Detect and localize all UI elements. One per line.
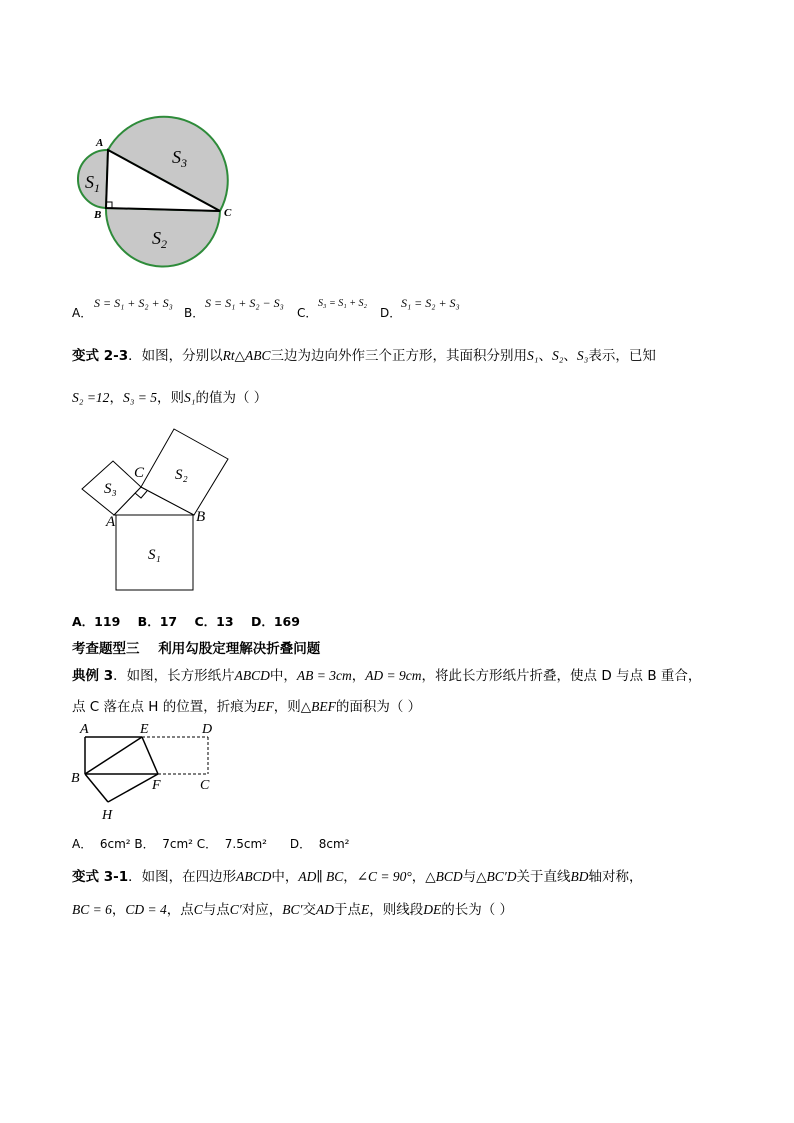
q2-comma: ， bbox=[109, 390, 123, 406]
q3-line2 bbox=[72, 695, 421, 715]
edge-ef bbox=[142, 737, 158, 774]
q4-text-f: ，点 bbox=[166, 902, 194, 918]
q3-ad: AD = 9cm bbox=[365, 668, 422, 683]
q4-parallel: AD∥ BC bbox=[298, 869, 344, 884]
q4-comma3: ， bbox=[111, 902, 126, 918]
q4-text-a: ．如图，在四边形 bbox=[128, 869, 237, 885]
label-S2: $S_2$ bbox=[152, 228, 167, 251]
q3-text-d: 点 C 落在点 H 的位置，折痕为 bbox=[72, 699, 258, 715]
q4-tri1: △BCD bbox=[425, 869, 463, 884]
q4-comma2: ， bbox=[411, 869, 426, 885]
q4-e: E bbox=[360, 902, 370, 917]
q2-s2: S₂ bbox=[551, 348, 564, 363]
q2-cond1: S₂ =12 bbox=[72, 390, 110, 405]
option-c-label: C． bbox=[297, 306, 318, 320]
label-A2: A bbox=[106, 514, 116, 530]
q3-ef: EF bbox=[257, 699, 274, 714]
label-B: B bbox=[94, 209, 102, 221]
label-B3: B bbox=[71, 771, 80, 786]
q2-rt-abc: Rt△ABC bbox=[222, 348, 271, 363]
q2-s1: S₁ bbox=[526, 348, 539, 363]
option-d-formula: S₁ = S₂ + S₃ bbox=[401, 296, 460, 310]
figure-semicircles bbox=[70, 108, 250, 278]
q3-text-e: ，则△ bbox=[273, 699, 312, 715]
q4-line2 bbox=[72, 898, 513, 918]
q1-options bbox=[72, 296, 752, 320]
q4-text-l: 的长为（ ） bbox=[441, 902, 513, 918]
q3-options: A． 6cm² B． 7cm² C． 7.5cm² D． 8cm² bbox=[72, 837, 350, 851]
label-S1b: S₁ bbox=[148, 547, 161, 563]
q2-sep2: 、 bbox=[563, 348, 577, 364]
q2-sep1: 、 bbox=[538, 348, 552, 364]
label-S3b: S₃ bbox=[104, 481, 117, 497]
label-S2b: S₂ bbox=[175, 467, 188, 483]
q3-bef: BEF bbox=[311, 699, 336, 714]
option-a-formula: S = S₁ + S₂ + S₃ bbox=[94, 296, 173, 310]
q4-c: C bbox=[193, 902, 203, 917]
q2-text-c: 表示，已知 bbox=[588, 348, 656, 364]
label-A: A bbox=[96, 137, 104, 149]
q3-text-a: ．如图，长方形纸片 bbox=[113, 668, 235, 684]
q2-s1b: S₁ bbox=[184, 390, 196, 405]
q4-text-e: 轴对称， bbox=[588, 869, 643, 885]
q3-text-f: 的面积为（ ） bbox=[335, 699, 422, 715]
q4-label: 变式 3-1 bbox=[72, 869, 129, 885]
label-C: C bbox=[224, 207, 232, 219]
q4-text-j: 于点 bbox=[333, 902, 361, 918]
q2-text-b: 三边为边向外作三个正方形，其面积分别用 bbox=[270, 348, 527, 364]
label-D3: D bbox=[202, 722, 213, 737]
q3-text-b: 中， bbox=[269, 668, 297, 684]
label-S3: $S_3$ bbox=[172, 147, 187, 170]
q4-de: DE bbox=[423, 902, 442, 917]
q4-angle: ∠C = 90° bbox=[356, 869, 412, 884]
q4-bcp: BC′ bbox=[282, 902, 303, 917]
q3-label: 典例 3 bbox=[72, 668, 114, 684]
q2-label: 变式 2-3 bbox=[72, 348, 129, 364]
q3-comma: ， bbox=[351, 668, 366, 684]
q4-text-k: ，则线段 bbox=[369, 902, 424, 918]
figure-fold bbox=[68, 718, 228, 826]
q2-text-a: ．如图，分别以 bbox=[128, 348, 223, 364]
q2-line1 bbox=[72, 344, 656, 364]
q4-comma: ， bbox=[343, 869, 357, 885]
q4-bd: BD bbox=[570, 869, 589, 884]
option-d-label: D． bbox=[380, 306, 402, 320]
label-F3: F bbox=[152, 778, 161, 793]
figure-squares bbox=[76, 425, 236, 595]
q4-tri2: △BC′D bbox=[476, 869, 517, 884]
label-C3: C bbox=[200, 778, 210, 793]
q2-s3: S₃ bbox=[576, 348, 589, 363]
q4-cp: C′ bbox=[229, 902, 242, 917]
q4-line1 bbox=[72, 865, 643, 885]
q4-ad: AD bbox=[315, 902, 334, 917]
option-c-formula: S₃ = S₁ + S₂ bbox=[318, 298, 367, 309]
edge-bh bbox=[85, 774, 108, 802]
label-H3: H bbox=[102, 808, 113, 823]
q4-text-g: 与点 bbox=[202, 902, 230, 918]
label-S1: $S_1$ bbox=[85, 172, 100, 195]
q2-text-e: 的值为（ ） bbox=[195, 390, 268, 406]
q4-text-h: 对应， bbox=[241, 902, 283, 918]
q3-abcd: ABCD bbox=[234, 668, 270, 683]
q4-cd: CD = 4 bbox=[125, 902, 167, 917]
edge-be bbox=[85, 737, 142, 774]
label-C2: C bbox=[134, 465, 145, 481]
q4-bc: BC = 6 bbox=[72, 902, 112, 917]
q4-text-i: 交 bbox=[302, 902, 316, 918]
label-A3: A bbox=[80, 722, 89, 737]
q4-text-d: 关于直线 bbox=[516, 869, 571, 885]
q2-cond2: S₃ = 5 bbox=[122, 390, 157, 405]
q2-line2 bbox=[72, 386, 267, 406]
label-B2: B bbox=[196, 509, 206, 525]
q3-text-c: ，将此长方形纸片折叠，使点 D 与点 B 重合， bbox=[421, 668, 702, 684]
option-b-formula: S = S₁ + S₂ − S₃ bbox=[205, 296, 284, 310]
q4-text-b: 中， bbox=[271, 869, 299, 885]
q4-abcd: ABCD bbox=[236, 869, 272, 884]
q4-text-c: 与 bbox=[462, 869, 477, 885]
q3-ab: AB = 3cm bbox=[296, 668, 352, 683]
label-E3: E bbox=[140, 722, 149, 737]
q2-options: A．119 B．17 C．13 D．169 bbox=[72, 614, 300, 629]
q3-line1 bbox=[72, 664, 701, 684]
q2-text-d: ，则 bbox=[157, 390, 184, 406]
section3-title: 考查题型三 利用勾股定理解决折叠问题 bbox=[72, 641, 321, 657]
edge-hf bbox=[108, 774, 158, 802]
option-b-label: B． bbox=[184, 306, 205, 320]
option-a-label: A． bbox=[72, 306, 93, 320]
